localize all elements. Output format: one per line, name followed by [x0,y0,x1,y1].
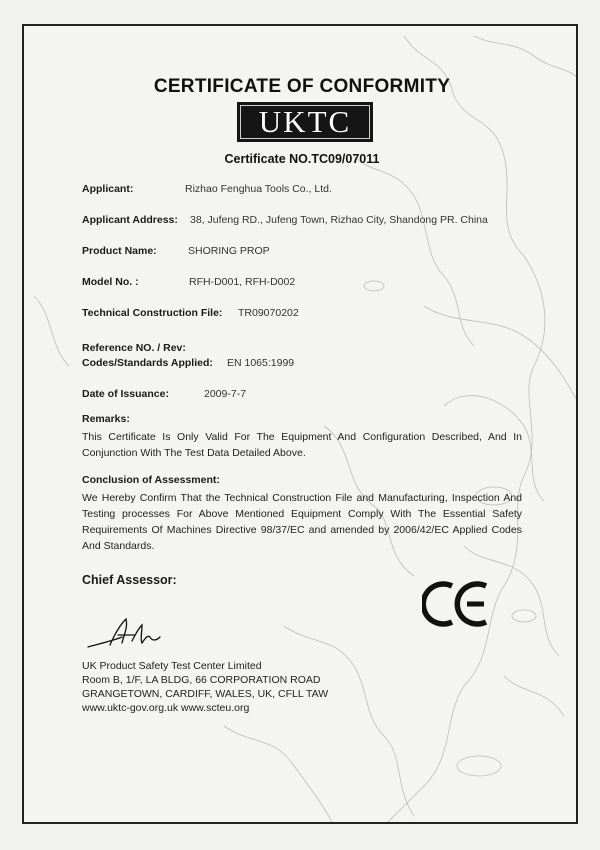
signature [82,613,172,653]
logo-inner-border [240,105,370,139]
reference-row [82,342,186,354]
logo-text: UKTC [258,104,352,139]
uktc-logo [237,102,373,142]
applicant-address-row [82,214,488,226]
date-row [82,388,246,400]
issuer-block [82,659,328,715]
remarks-text: This Certificate Is Only Valid For The Equipment And Configuration Described, And In Conjunction With The Test Data Detailed Above. [82,431,522,459]
applicant-row [82,183,332,195]
technical-file-value: TR09070202 [238,307,299,319]
issuer-name: UK Product Safety Test Center Limited [82,660,262,672]
applicant-value: Rizhao Fenghua Tools Co., Ltd. [185,183,332,195]
technical-file-row [82,307,299,319]
issuer-address-line1: Room B, 1/F, LA BLDG, 66 CORPORATION ROAD [82,674,321,686]
model-no-value: RFH-D001, RFH-D002 [189,276,296,288]
date-label: Date of Issuance: [82,388,169,400]
issuer-address-line2: GRANGETOWN, CARDIFF, WALES, UK, CFLL TAW [82,688,329,700]
codes-value: EN 1065:1999 [227,357,295,369]
conclusion-text: We Hereby Confirm That the Technical Construction File and Manufacturing, Inspection And Testing processes For Above Mentioned Equipment Comply With The Essential Safety Requirements Of Machines Directive 98/37/EC and amended by 2006/42/EC Applied Codes And Standards. [82,492,522,552]
issuer-websites: www.uktc-gov.org.uk www.scteu.org [82,702,250,714]
conclusion-heading: Conclusion of Assessment: [82,474,220,486]
product-name-label: Product Name: [82,245,157,257]
technical-file-label: Technical Construction File: [82,307,223,319]
certificate-title: CERTIFICATE OF CONFORMITY [153,76,451,97]
model-no-label: Model No. : [82,276,139,288]
reference-label: Reference NO. / Rev: [82,342,186,354]
chief-assessor-label: Chief Assessor: [82,573,177,587]
applicant-address-label: Applicant Address: [82,214,178,226]
codes-row [82,357,294,369]
remarks-heading: Remarks: [82,413,130,425]
applicant-address-value: 38, Jufeng RD., Jufeng Town, Rizhao City, Shandong PR. China [190,214,488,226]
codes-label: Codes/Standards Applied: [82,357,213,369]
model-no-row [82,276,295,288]
date-value: 2009-7-7 [204,388,247,400]
applicant-label: Applicant: [82,183,134,195]
certificate-number: Certificate NO.TC09/07011 [224,152,380,166]
product-name-row [82,245,270,257]
product-name-value: SHORING PROP [188,245,270,257]
ce-mark [422,578,494,630]
certificate-frame [22,24,578,824]
